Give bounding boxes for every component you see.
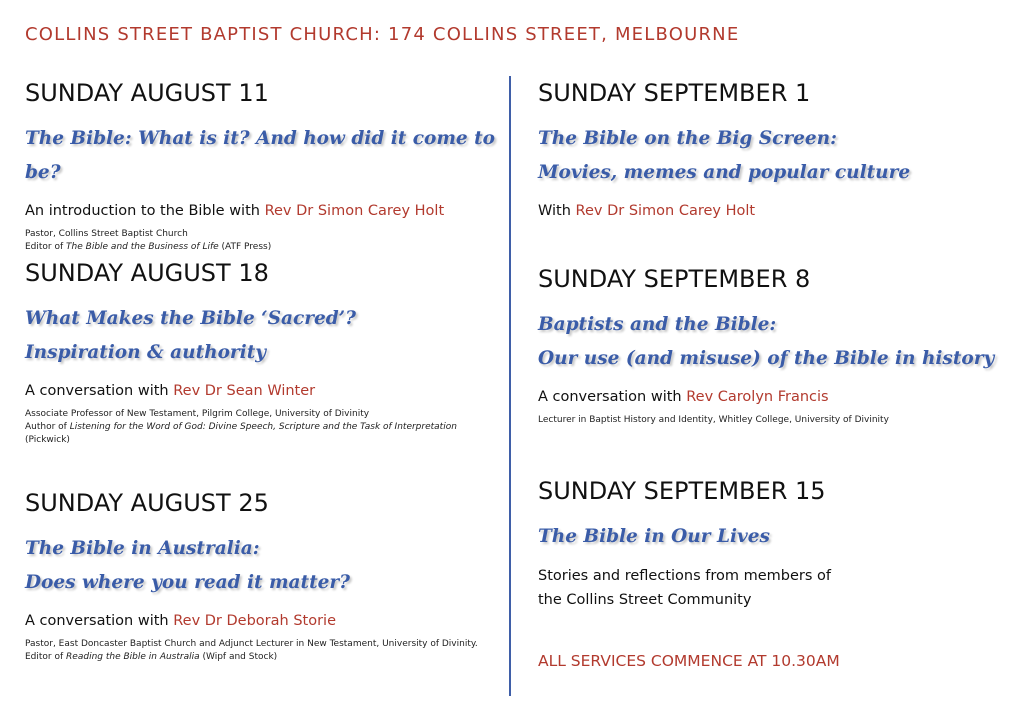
event-date: SUNDAY AUGUST 18 [25,259,269,287]
event-speaker [538,200,1008,222]
details-suffix: (Wipf and Stock) [199,652,278,662]
event-speaker [25,200,495,222]
event-title-line: Does where you read it matter? [25,572,350,593]
event-date: SUNDAY SEPTEMBER 8 [538,265,811,293]
event-description [538,564,1008,612]
details-line: Associate Professor of New Testament, Pilgrim College, University of Divinity [25,409,370,419]
event-speaker [538,386,1008,408]
details-prefix: Author of [25,422,70,432]
speaker-prefix: A conversation with [25,383,174,399]
speaker-prefix: With [538,203,576,219]
event-title [538,520,1008,554]
speaker-name: Rev Carolyn Francis [686,389,829,405]
event-aug-25 [25,488,495,664]
event-date: SUNDAY AUGUST 11 [25,79,269,107]
event-aug-11 [25,78,495,254]
details-line: Lecturer in Baptist History and Identity, Whitley College, University of Divinity [538,415,889,425]
book-title: Reading the Bible in Australia [66,652,200,662]
event-title-line: The Bible in Our Lives [538,526,770,547]
church-header: COLLINS STREET BAPTIST CHURCH: 174 COLLINS STREET, MELBOURNE [25,24,740,45]
event-title-line: The Bible on the Big Screen: [538,128,837,149]
details-line: Pastor, Collins Street Baptist Church [25,229,188,239]
event-sep-1 [538,78,1008,222]
event-speaker [25,380,495,402]
speaker-name: Rev Dr Sean Winter [173,383,316,399]
details-prefix: Editor of [25,242,67,252]
details-line: Pastor, East Doncaster Baptist Church and Adjunct Lecturer in New Testament, University of Divinity. Editor of [25,639,478,662]
event-title-line: Baptists and the Bible: [538,314,777,335]
event-title-line: What Makes the Bible ‘Sacred’? [25,308,356,329]
event-title-line: Our use (and misuse) of the Bible in history [538,348,995,369]
event-title-line: The Bible in Australia: [25,538,260,559]
event-title-line: The Bible: What is it? And how did it come to be? [25,128,495,183]
event-title [25,532,495,600]
services-start-notice: ALL SERVICES COMMENCE AT 10.30AM [538,652,840,670]
event-speaker [25,610,495,632]
speaker-details [25,408,495,447]
event-title-line: Inspiration & authority [25,342,267,363]
event-title [538,122,1008,190]
book-title: Listening for the Word of God: Divine Speech, Scripture and the Task of Interpretation [69,422,457,432]
description-line: Stories and reflections from members of [538,568,832,584]
event-date: SUNDAY AUGUST 25 [25,489,269,517]
event-aug-18 [25,258,495,447]
speaker-prefix: A conversation with [25,613,174,629]
event-date: SUNDAY SEPTEMBER 1 [538,79,811,107]
event-title [25,302,495,370]
details-suffix: (ATF Press) [218,242,272,252]
event-title-line: Movies, memes and popular culture [538,162,911,183]
event-title [25,122,495,190]
event-sep-15 [538,476,1008,612]
speaker-name: Rev Dr Simon Carey Holt [264,203,445,219]
book-title: The Bible and the Business of Life [66,242,219,252]
event-title [538,308,1008,376]
speaker-details [25,228,495,254]
details-suffix: (Pickwick) [25,435,70,445]
speaker-name: Rev Dr Simon Carey Holt [575,203,756,219]
column-divider [509,76,511,696]
speaker-details [25,638,495,664]
speaker-prefix: A conversation with [538,389,687,405]
speaker-prefix: An introduction to the Bible with [25,203,265,219]
speaker-details [538,414,1008,427]
event-sep-8 [538,264,1008,427]
event-date: SUNDAY SEPTEMBER 15 [538,477,826,505]
speaker-name: Rev Dr Deborah Storie [173,613,336,629]
description-line: the Collins Street Community [538,592,752,608]
